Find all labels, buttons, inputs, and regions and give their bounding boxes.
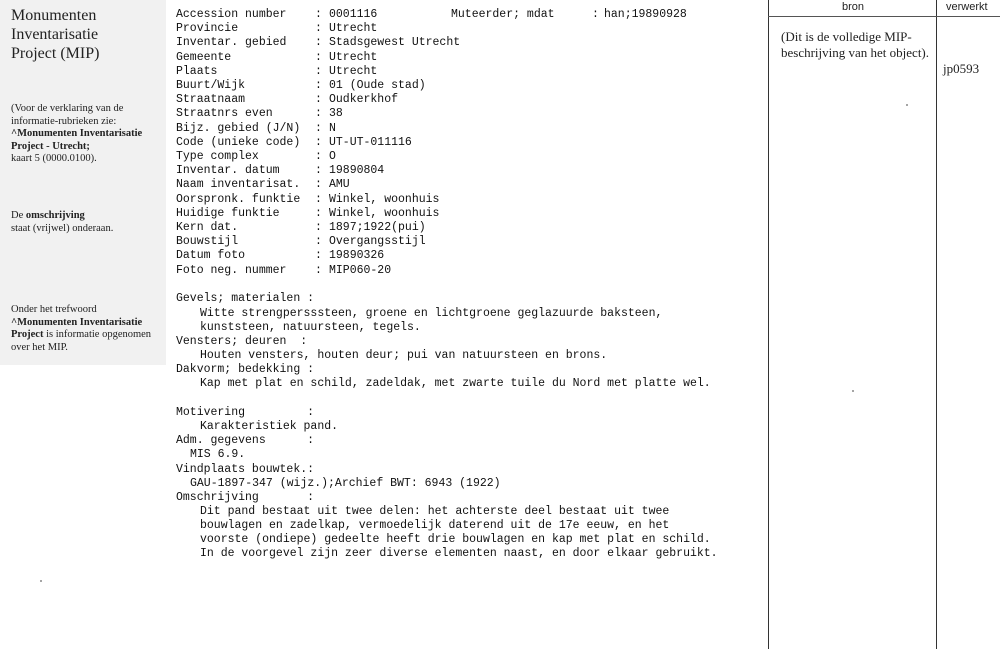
section-vensters-head: Vensters; deuren : <box>176 335 308 348</box>
field-value: AMU <box>329 178 350 192</box>
section-gevels-head: Gevels; materialen : <box>176 292 315 305</box>
section-motivering-body: Karakteristiek pand. <box>200 420 339 433</box>
field-separator: : <box>315 206 322 220</box>
field-separator: : <box>315 8 322 21</box>
section-motivering-head: Motivering : <box>176 406 315 419</box>
record-field-row <box>176 235 426 249</box>
mutator-label: Muteerder; mdat <box>451 8 555 21</box>
field-separator: : <box>315 22 322 36</box>
scan-speck <box>852 390 854 392</box>
record-field-row <box>176 8 377 22</box>
field-key: Inventar. datum <box>176 164 280 178</box>
field-separator: : <box>315 263 322 277</box>
field-key: Straatnaam <box>176 93 246 107</box>
field-value: UT-UT-011116 <box>329 135 412 149</box>
record-field-row <box>176 178 350 192</box>
field-separator: : <box>315 79 322 92</box>
mutator-value: han;19890928 <box>604 8 687 21</box>
description-note <box>11 210 161 235</box>
record-field-row <box>176 22 377 36</box>
field-key: Plaats <box>176 64 218 78</box>
mip-title-line: Monumenten <box>11 7 97 24</box>
field-value: Oudkerkhof <box>329 93 399 107</box>
section-adm-head: Adm. gegevens : <box>176 434 315 447</box>
field-value: 1897;1922(pui) <box>329 221 426 234</box>
field-value: MIP060-20 <box>329 263 392 277</box>
section-omschrijving-body: Dit pand bestaat uit twee delen: het achterste deel bestaat uit twee bouwlagen en zadelkap, vermoedelijk daterend uit de 17e eeuw, en het voorste (ondiepe) gedeelte heeft drie bouwlagen en kap met plat en schild. In de voorgevel zijn zeer diverse elementen naast, en door elkaar gebruikt. <box>200 505 718 560</box>
field-value: O <box>329 150 336 163</box>
field-separator: : <box>315 192 322 206</box>
section-dak-head: Dakvorm; bedekking : <box>176 363 315 376</box>
field-separator: : <box>315 150 322 163</box>
record-sheet <box>176 0 766 649</box>
legend-note-text: (Voor de verklaring van de informatie-rubrieken zie: <box>11 103 124 127</box>
description-note-pre: De <box>11 210 26 221</box>
field-value: Utrecht <box>329 22 378 36</box>
record-field-row <box>176 264 391 278</box>
keyword-note-link[interactable]: ^Monumenten Inventarisatie Project <box>11 316 143 340</box>
field-separator: : <box>315 235 322 249</box>
field-key: Code (unieke code) <box>176 135 301 149</box>
field-value: Winkel, woonhuis <box>329 206 440 220</box>
section-vindplaats-body: GAU-1897-347 (wijz.);Archief BWT: 6943 (1922) <box>190 477 501 490</box>
legend-note-link[interactable]: ^Monumenten Inventarisatie Project - Utrecht; <box>11 128 143 152</box>
mip-title <box>11 6 161 63</box>
keyword-note-pre: Onder het trefwoord <box>11 304 97 315</box>
record-field-row <box>176 207 439 221</box>
mip-title-line: Inventarisatie <box>11 26 99 43</box>
field-value: 19890326 <box>329 249 385 263</box>
field-key: Provincie <box>176 22 239 36</box>
field-separator: : <box>315 121 322 135</box>
field-separator: : <box>315 135 322 149</box>
field-value: Overgangsstijl <box>329 235 426 249</box>
record-field-row <box>176 221 426 235</box>
description-note-post: staat (vrijwel) onderaan. <box>11 222 114 234</box>
field-separator: : <box>315 50 322 64</box>
field-separator: : <box>315 36 322 50</box>
field-value: 01 (Oude stad) <box>329 79 426 92</box>
field-separator: : <box>315 221 322 234</box>
scan-speck <box>40 580 42 582</box>
record-field-row <box>176 164 384 178</box>
section-dak-body: Kap met plat en schild, zadeldak, met zwarte tuile du Nord met platte wel. <box>200 377 711 390</box>
section-omschrijving-head: Omschrijving : <box>176 491 315 504</box>
field-key: Oorspronk. funktie <box>176 192 301 206</box>
legend-note-card: kaart 5 (0000.0100). <box>11 153 97 164</box>
field-separator: : <box>315 164 322 178</box>
section-vensters-body: Houten vensters, houten deur; pui van natuursteen en brons. <box>200 349 608 362</box>
field-separator: : <box>315 93 322 107</box>
field-key: Foto neg. nummer <box>176 263 287 277</box>
field-value: Utrecht <box>329 50 378 64</box>
record-field-row <box>176 65 377 79</box>
record-field-row <box>176 150 336 164</box>
field-separator: : <box>315 107 322 121</box>
field-key: Naam inventarisat. <box>176 178 301 192</box>
mip-title-line: Project (MIP) <box>11 45 100 62</box>
section-gevels-body: Witte strengpersssteen, groene en lichtgroene geglazuurde baksteen, kunststeen, natuursteen, tegels. <box>200 307 663 334</box>
table-header-rule <box>768 16 1000 17</box>
legend-note <box>11 103 161 166</box>
field-value: Winkel, woonhuis <box>329 192 440 206</box>
field-key: Type complex <box>176 150 259 163</box>
keyword-note <box>11 304 161 354</box>
field-key: Buurt/Wijk <box>176 79 246 92</box>
field-key: Kern dat. <box>176 221 239 234</box>
field-key: Bouwstijl <box>176 235 239 249</box>
field-separator: : <box>315 178 322 192</box>
field-key: Bijz. gebied (J/N) <box>176 121 301 135</box>
field-key: Gemeente <box>176 50 232 64</box>
table-divider-middle <box>936 0 937 649</box>
record-field-row <box>176 79 426 93</box>
record-field-row <box>176 193 439 207</box>
field-value: Utrecht <box>329 64 378 78</box>
record-field-row <box>176 36 460 50</box>
section-adm-body: MIS 6.9. <box>190 448 246 461</box>
section-vindplaats-head: Vindplaats bouwtek.: <box>176 463 315 476</box>
column-header-verwerkt: verwerkt <box>946 1 988 13</box>
scan-speck <box>906 104 908 106</box>
field-key: Straatnrs even <box>176 107 273 121</box>
record-field-row <box>176 249 384 263</box>
field-key: Huidige funktie <box>176 206 280 220</box>
field-value: 38 <box>329 107 343 121</box>
field-key: Inventar. gebied <box>176 36 287 50</box>
record-field-row <box>176 107 343 121</box>
bron-cell: (Dit is de volledige MIP-beschrijving van het object). <box>781 29 930 60</box>
column-header-bron: bron <box>842 1 865 13</box>
record-field-row <box>176 51 377 65</box>
record-field-row <box>176 136 412 150</box>
field-separator: : <box>315 64 322 78</box>
record-field-row <box>176 122 336 136</box>
field-separator: : <box>315 249 322 263</box>
table-divider-left <box>768 0 769 649</box>
field-key: Accession number <box>176 8 287 21</box>
keyword-note-post: is informatie opgenomen over het MIP. <box>11 329 152 353</box>
record-field-row <box>176 93 398 107</box>
description-note-bold: omschrijving <box>25 210 85 221</box>
field-value: 0001116 <box>329 8 378 21</box>
field-value: Stadsgewest Utrecht <box>329 36 461 50</box>
field-value: N <box>329 121 336 135</box>
field-key: Datum foto <box>176 249 246 263</box>
mutator-sep: : <box>592 8 599 21</box>
verwerkt-cell: jp0593 <box>943 61 980 76</box>
field-value: 19890804 <box>329 164 385 178</box>
